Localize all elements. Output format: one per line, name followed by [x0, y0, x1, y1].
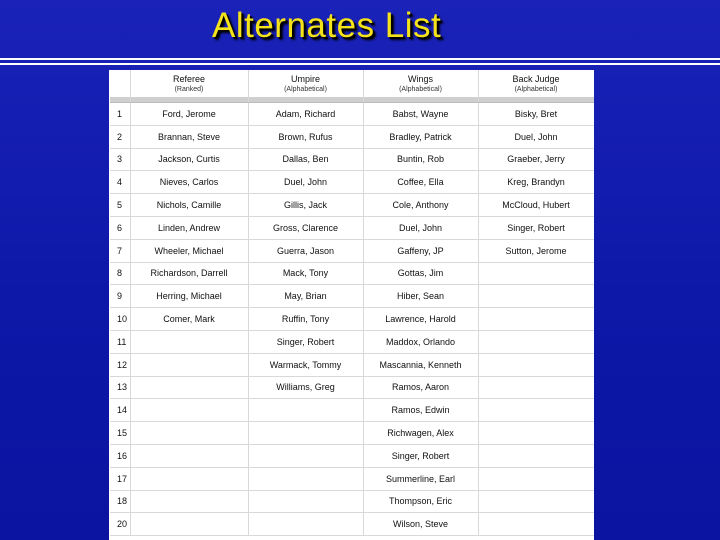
- wings-cell: Hiber, Sean: [363, 285, 478, 308]
- back-judge-cell: [478, 490, 594, 513]
- referee-cell: [130, 467, 248, 490]
- back-judge-cell: [478, 399, 594, 422]
- header-sub: (Ranked): [174, 85, 204, 93]
- back-judge-cell: Sutton, Jerome: [478, 239, 594, 262]
- umpire-cell: [248, 513, 363, 536]
- back-judge-cell: [478, 330, 594, 353]
- table-row: [110, 194, 594, 217]
- header-sub: (Alphabetical): [514, 85, 558, 93]
- umpire-cell: Warmack, Tommy: [248, 353, 363, 376]
- wings-cell: Maddox, Orlando: [363, 330, 478, 353]
- header-sub: (Alphabetical): [284, 85, 327, 93]
- row-number: 17: [110, 467, 130, 490]
- wings-cell: Coffee, Ella: [363, 171, 478, 194]
- referee-cell: [130, 399, 248, 422]
- referee-cell: [130, 422, 248, 445]
- wings-cell: Summerline, Earl: [363, 467, 478, 490]
- referee-cell: Richardson, Darrell: [130, 262, 248, 285]
- umpire-cell: Brown, Rufus: [248, 125, 363, 148]
- wings-cell: Mascannia, Kenneth: [363, 353, 478, 376]
- table-row: [110, 285, 594, 308]
- table-row: [110, 216, 594, 239]
- table-row: [110, 148, 594, 171]
- referee-cell: Herring, Michael: [130, 285, 248, 308]
- referee-cell: Wheeler, Michael: [130, 239, 248, 262]
- table-row: [110, 467, 594, 490]
- back-judge-cell: Graeber, Jerry: [478, 148, 594, 171]
- back-judge-cell: Duel, John: [478, 125, 594, 148]
- referee-cell: Brannan, Steve: [130, 125, 248, 148]
- table-row: [110, 239, 594, 262]
- referee-cell: Ford, Jerome: [130, 103, 248, 126]
- umpire-cell: [248, 467, 363, 490]
- table-row: [110, 399, 594, 422]
- back-judge-cell: [478, 285, 594, 308]
- header-referee: [130, 70, 248, 97]
- umpire-cell: [248, 422, 363, 445]
- wings-cell: Duel, John: [363, 216, 478, 239]
- wings-cell: Ramos, Edwin: [363, 399, 478, 422]
- wings-cell: Buntin, Rob: [363, 148, 478, 171]
- umpire-cell: Singer, Robert: [248, 330, 363, 353]
- back-judge-cell: [478, 422, 594, 445]
- wings-cell: Thompson, Eric: [363, 490, 478, 513]
- table-row: [110, 103, 594, 126]
- back-judge-cell: McCloud, Hubert: [478, 194, 594, 217]
- umpire-cell: May, Brian: [248, 285, 363, 308]
- table-row: [110, 308, 594, 331]
- row-number: 20: [110, 513, 130, 536]
- row-number: 3: [110, 148, 130, 171]
- row-number: 16: [110, 444, 130, 467]
- row-number: 13: [110, 376, 130, 399]
- row-number: 6: [110, 216, 130, 239]
- referee-cell: [130, 444, 248, 467]
- wings-cell: Gaffeny, JP: [363, 239, 478, 262]
- umpire-cell: Gross, Clarence: [248, 216, 363, 239]
- back-judge-cell: Bisky, Bret: [478, 103, 594, 126]
- header-label: Umpire: [290, 73, 320, 84]
- table-row: [110, 125, 594, 148]
- umpire-cell: Ruffin, Tony: [248, 308, 363, 331]
- referee-cell: Jackson, Curtis: [130, 148, 248, 171]
- table-row: [110, 376, 594, 399]
- header-number: [110, 70, 130, 97]
- wings-cell: Gottas, Jim: [363, 262, 478, 285]
- back-judge-cell: [478, 513, 594, 536]
- row-number: 11: [110, 330, 130, 353]
- wings-cell: Babst, Wayne: [363, 103, 478, 126]
- row-number: 1: [110, 103, 130, 126]
- row-number: 15: [110, 422, 130, 445]
- wings-cell: Ramos, Aaron: [363, 376, 478, 399]
- header-back-judge: [478, 70, 594, 97]
- umpire-cell: [248, 444, 363, 467]
- title-rule-top: [0, 58, 720, 60]
- row-number: 9: [110, 285, 130, 308]
- back-judge-cell: [478, 262, 594, 285]
- wings-cell: Singer, Robert: [363, 444, 478, 467]
- wings-cell: Wilson, Steve: [363, 513, 478, 536]
- wings-cell: Cole, Anthony: [363, 194, 478, 217]
- referee-cell: [130, 490, 248, 513]
- referee-cell: [130, 376, 248, 399]
- back-judge-cell: Kreg, Brandyn: [478, 171, 594, 194]
- header-label: Wings: [407, 73, 433, 84]
- row-number: 10: [110, 308, 130, 331]
- referee-cell: [130, 330, 248, 353]
- header-wings: [363, 70, 478, 97]
- row-number: 14: [110, 399, 130, 422]
- slide-title: Alternates List: [212, 6, 442, 45]
- row-number: 12: [110, 353, 130, 376]
- umpire-cell: Dallas, Ben: [248, 148, 363, 171]
- back-judge-cell: [478, 376, 594, 399]
- umpire-cell: Williams, Greg: [248, 376, 363, 399]
- back-judge-cell: [478, 353, 594, 376]
- row-number: 7: [110, 239, 130, 262]
- row-number: 4: [110, 171, 130, 194]
- table-row: [110, 490, 594, 513]
- referee-cell: [130, 353, 248, 376]
- umpire-cell: Mack, Tony: [248, 262, 363, 285]
- header-label: Back Judge: [512, 73, 560, 84]
- umpire-cell: [248, 490, 363, 513]
- title-rule-bottom: [0, 63, 720, 65]
- row-number: 18: [110, 490, 130, 513]
- umpire-cell: Gillis, Jack: [248, 194, 363, 217]
- referee-cell: Nieves, Carlos: [130, 171, 248, 194]
- header-sub: (Alphabetical): [399, 85, 442, 93]
- wings-cell: Lawrence, Harold: [363, 308, 478, 331]
- table-row: [110, 444, 594, 467]
- wings-cell: Bradley, Patrick: [363, 125, 478, 148]
- row-number: 2: [110, 125, 130, 148]
- row-number: 5: [110, 194, 130, 217]
- referee-cell: Nichols, Camille: [130, 194, 248, 217]
- table-row: [110, 513, 594, 536]
- umpire-cell: Duel, John: [248, 171, 363, 194]
- row-number: 8: [110, 262, 130, 285]
- header-umpire: [248, 70, 363, 97]
- umpire-cell: [248, 399, 363, 422]
- alternates-table: [110, 70, 594, 536]
- back-judge-cell: [478, 444, 594, 467]
- referee-cell: [130, 513, 248, 536]
- table-body: [110, 103, 594, 536]
- back-judge-cell: [478, 308, 594, 331]
- back-judge-cell: Singer, Robert: [478, 216, 594, 239]
- table-row: [110, 171, 594, 194]
- table-row: [110, 422, 594, 445]
- wings-cell: Richwagen, Alex: [363, 422, 478, 445]
- table-row: [110, 262, 594, 285]
- umpire-cell: Guerra, Jason: [248, 239, 363, 262]
- back-judge-cell: [478, 467, 594, 490]
- referee-cell: Linden, Andrew: [130, 216, 248, 239]
- table-header-row: [110, 70, 594, 97]
- table-row: [110, 353, 594, 376]
- table-row: [110, 330, 594, 353]
- alternates-sheet: [109, 70, 594, 540]
- umpire-cell: Adam, Richard: [248, 103, 363, 126]
- referee-cell: Comer, Mark: [130, 308, 248, 331]
- header-label: Referee: [172, 73, 206, 84]
